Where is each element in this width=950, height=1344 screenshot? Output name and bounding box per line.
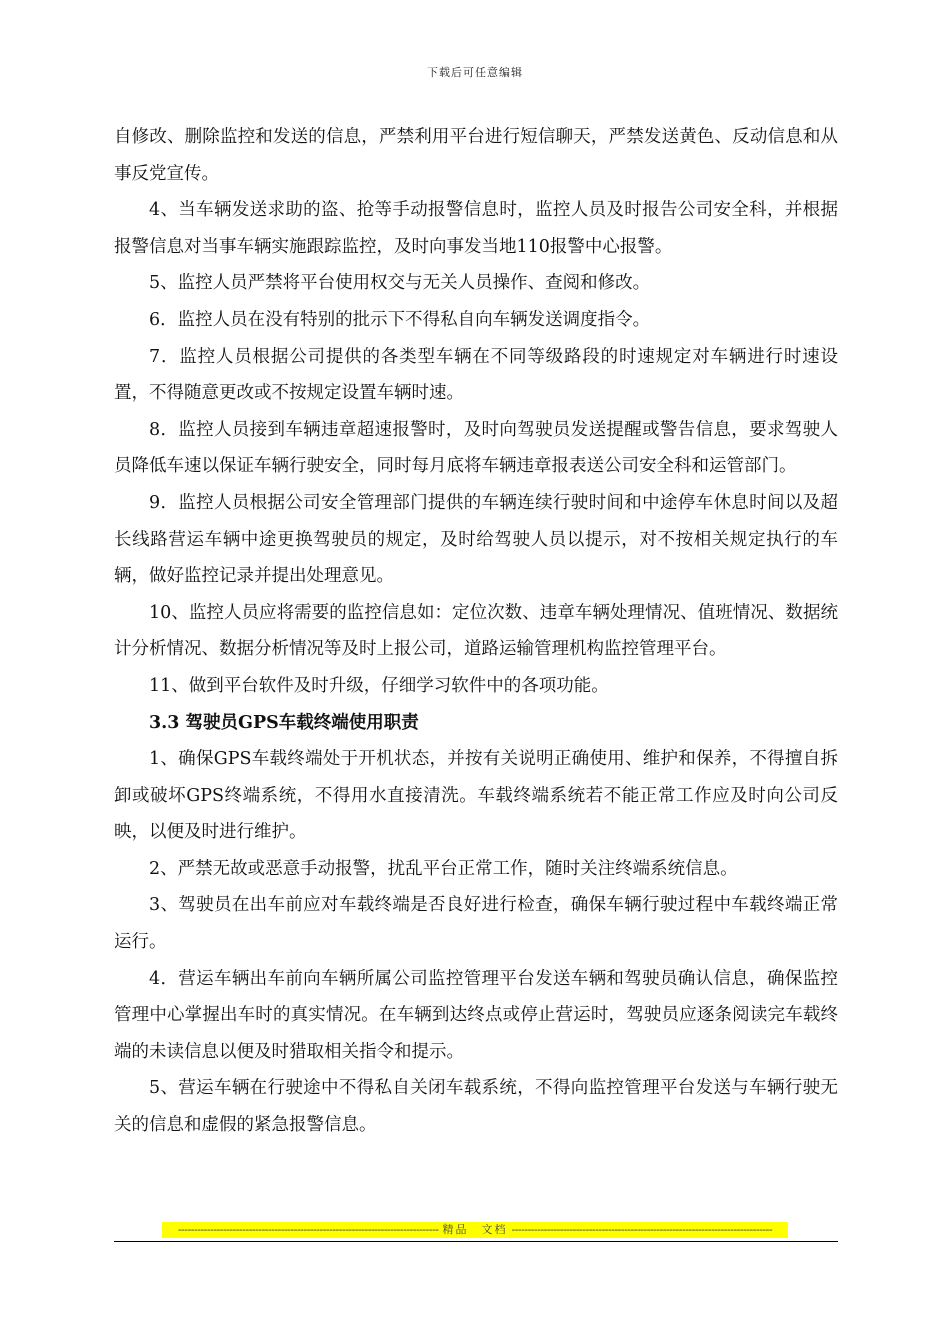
- footer-banner: [162, 1222, 788, 1238]
- paragraph: 8．监控人员接到车辆违章超速报警时，及时向驾驶员发送提醒或警告信息，要求驾驶人员降低车速以保证车辆行驶安全，同时每月底将车辆违章报表送公司安全科和运管部门。: [114, 419, 838, 477]
- footer-divider: [114, 1241, 838, 1242]
- footer-dashes-right: ---------------------------------------------------------------------------------: [511, 1223, 773, 1236]
- paragraph: 6．监控人员在没有特别的批示下不得私自向车辆发送调度指令。: [149, 309, 651, 330]
- document-body: [114, 119, 838, 1144]
- paragraph: 4、当车辆发送求助的盗、抢等手动报警信息时，监控人员及时报告公司安全科，并根据报警信息对当事车辆实施跟踪监控，及时向事发当地110报警中心报警。: [114, 200, 838, 257]
- paragraph: 4．营运车辆出车前向车辆所属公司监控管理平台发送车辆和驾驶员确认信息，确保监控管理中心掌握出车时的真实情况。在车辆到达终点或停止营运时，驾驶员应逐条阅读完车载终端的未读信息以便及时猎取相关指令和提示。: [114, 968, 838, 1062]
- paragraph: 7．监控人员根据公司提供的各类型车辆在不同等级路段的时速规定对车辆进行时速设置，不得随意更改或不按规定设置车辆时速。: [114, 346, 838, 404]
- footer-label: 精品 文档: [442, 1223, 508, 1236]
- paragraph: 2、严禁无故或恶意手动报警，扰乱平台正常工作，随时关注终端系统信息。: [149, 858, 738, 879]
- footer-dashes-left: ---------------------------------------------------------------------------------: [177, 1223, 439, 1236]
- section-heading: 3.3 驾驶员GPS车载终端使用职责: [149, 712, 419, 733]
- paragraph: 1、确保GPS车载终端处于开机状态，并按有关说明正确使用、维护和保养，不得擅自拆卸或破坏GPS终端系统，不得用水直接清洗。车载终端系统若不能正常工作应及时向公司反映，以便及时进行维护。: [114, 749, 838, 843]
- paragraph: 10、监控人员应将需要的监控信息如：定位次数、违章车辆处理情况、值班情况、数据统计分析情况、数据分析情况等及时上报公司，道路运输管理机构监控管理平台。: [114, 602, 838, 660]
- paragraph: 9．监控人员根据公司安全管理部门提供的车辆连续行驶时间和中途停车休息时间以及超长线路营运车辆中途更换驾驶员的规定，及时给驾驶人员以提示，对不按相关规定执行的车辆，做好监控记录并提出处理意见。: [114, 492, 838, 587]
- paragraph: 自修改、删除监控和发送的信息，严禁利用平台进行短信聊天，严禁发送黄色、反动信息和从事反党宣传。: [114, 127, 838, 184]
- paragraph: 5、营运车辆在行驶途中不得私自关闭车载系统，不得向监控管理平台发送与车辆行驶无关的信息和虚假的紧急报警信息。: [114, 1078, 838, 1136]
- paragraph: 5、监控人员严禁将平台使用权交与无关人员操作、查阅和修改。: [149, 273, 651, 294]
- page-header: 下载后可任意编辑: [427, 66, 523, 79]
- paragraph: 3、驾驶员在出车前应对车载终端是否良好进行检查，确保车辆行驶过程中车载终端正常运行。: [114, 895, 838, 953]
- paragraph: 11、做到平台软件及时升级，仔细学习软件中的各项功能。: [149, 675, 609, 696]
